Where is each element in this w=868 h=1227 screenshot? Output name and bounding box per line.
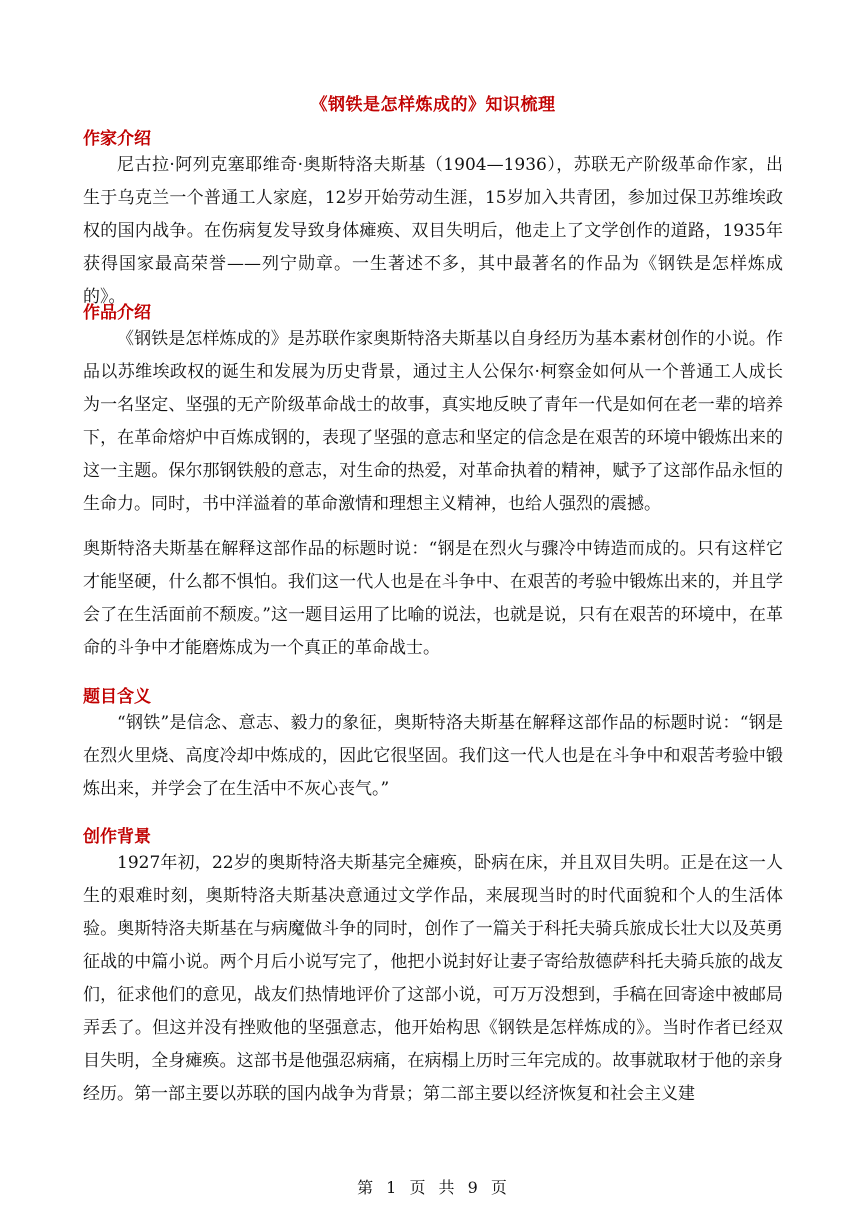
section-heading-background: 创作背景: [83, 827, 151, 847]
section-heading-work: 作品介绍: [83, 303, 151, 323]
page-number-footer: 第 1 页 共 9 页: [357, 1178, 511, 1197]
paragraph-title-meaning: “钢铁”是信念、意志、毅力的象征，奥斯特洛夫斯基在解释这部作品的标题时说：“钢是在烈火里烧、高度冷却中炼成的，因此它很坚固。我们这一代人也是在斗争中和艰苦考验中锻炼出来，并学会了在生活中不灰心丧气。”: [83, 713, 783, 799]
section-heading-author: 作家介绍: [83, 129, 151, 149]
paragraph-work-intro: 《钢铁是怎样炼成的》是苏联作家奥斯特洛夫斯基以自身经历为基本素材创作的小说。作品以苏维埃政权的诞生和发展为历史背景，通过主人公保尔·柯察金如何从一个普通工人成长为一名坚定、坚强的无产阶级革命战士的故事，真实地反映了青年一代是如何在老一辈的培养下，在革命熔炉中百炼成钢的，表现了坚强的意志和坚定的信念是在艰苦的环境中锻炼出来的这一主题。保尔那钢铁般的意志，对生命的热爱，对革命执着的精神，赋予了这部作品永恒的生命力。同时，书中洋溢着的革命激情和理想主义精神，也给人强烈的震撼。: [83, 329, 783, 514]
paragraph-background: 1927年初，22岁的奥斯特洛夫斯基完全瘫痪，卧病在床，并且双目失明。正是在这一人生的艰难时刻，奥斯特洛夫斯基决意通过文学作品，来展现当时的时代面貌和个人的生活体验。奥斯特洛夫斯基在与病魔做斗争的同时，创作了一篇关于科托夫骑兵旅成长壮大以及英勇征战的中篇小说。两个月后小说写完了，他把小说封好让妻子寄给敖德萨科托夫骑兵旅的战友们，征求他们的意见，战友们热情地评价了这部小说，可万万没想到，手稿在回寄途中被邮局弄丢了。但这并没有挫败他的坚强意志，他开始构思《钢铁是怎样炼成的》。当时作者已经双目失明，全身瘫痪。这部书是他强忍病痛，在病榻上历时三年完成的。故事就取材于他的亲身经历。第一部主要以苏联的国内战争为背景；第二部主要以经济恢复和社会主义建: [83, 853, 783, 1104]
document-title: 《钢铁是怎样炼成的》知识梳理: [310, 95, 556, 115]
paragraph-work-title-explanation: 奥斯特洛夫斯基在解释这部作品的标题时说：“钢是在烈火与骤冷中铸造而成的。只有这样它才能坚硬，什么都不惧怕。我们这一代人也是在斗争中、在艰苦的考验中锻炼出来的，并且学会了在生活面前不颓废。”这一题目运用了比喻的说法，也就是说，只有在艰苦的环境中，在革命的斗争中才能磨炼成为一个真正的革命战士。: [83, 539, 783, 658]
paragraph-author-intro: 尼古拉·阿列克塞耶维奇·奥斯特洛夫斯基（1904—1936），苏联无产阶级革命作家，出生于乌克兰一个普通工人家庭，12岁开始劳动生涯，15岁加入共青团，参加过保卫苏维埃政权的国内战争。在伤病复发导致身体瘫痪、双目失明后，他走上了文学创作的道路，1935年获得国家最高荣誉——列宁勋章。一生著述不多，其中最著名的作品为《钢铁是怎样炼成的》。: [83, 155, 783, 307]
section-heading-title-meaning: 题目含义: [83, 687, 151, 707]
